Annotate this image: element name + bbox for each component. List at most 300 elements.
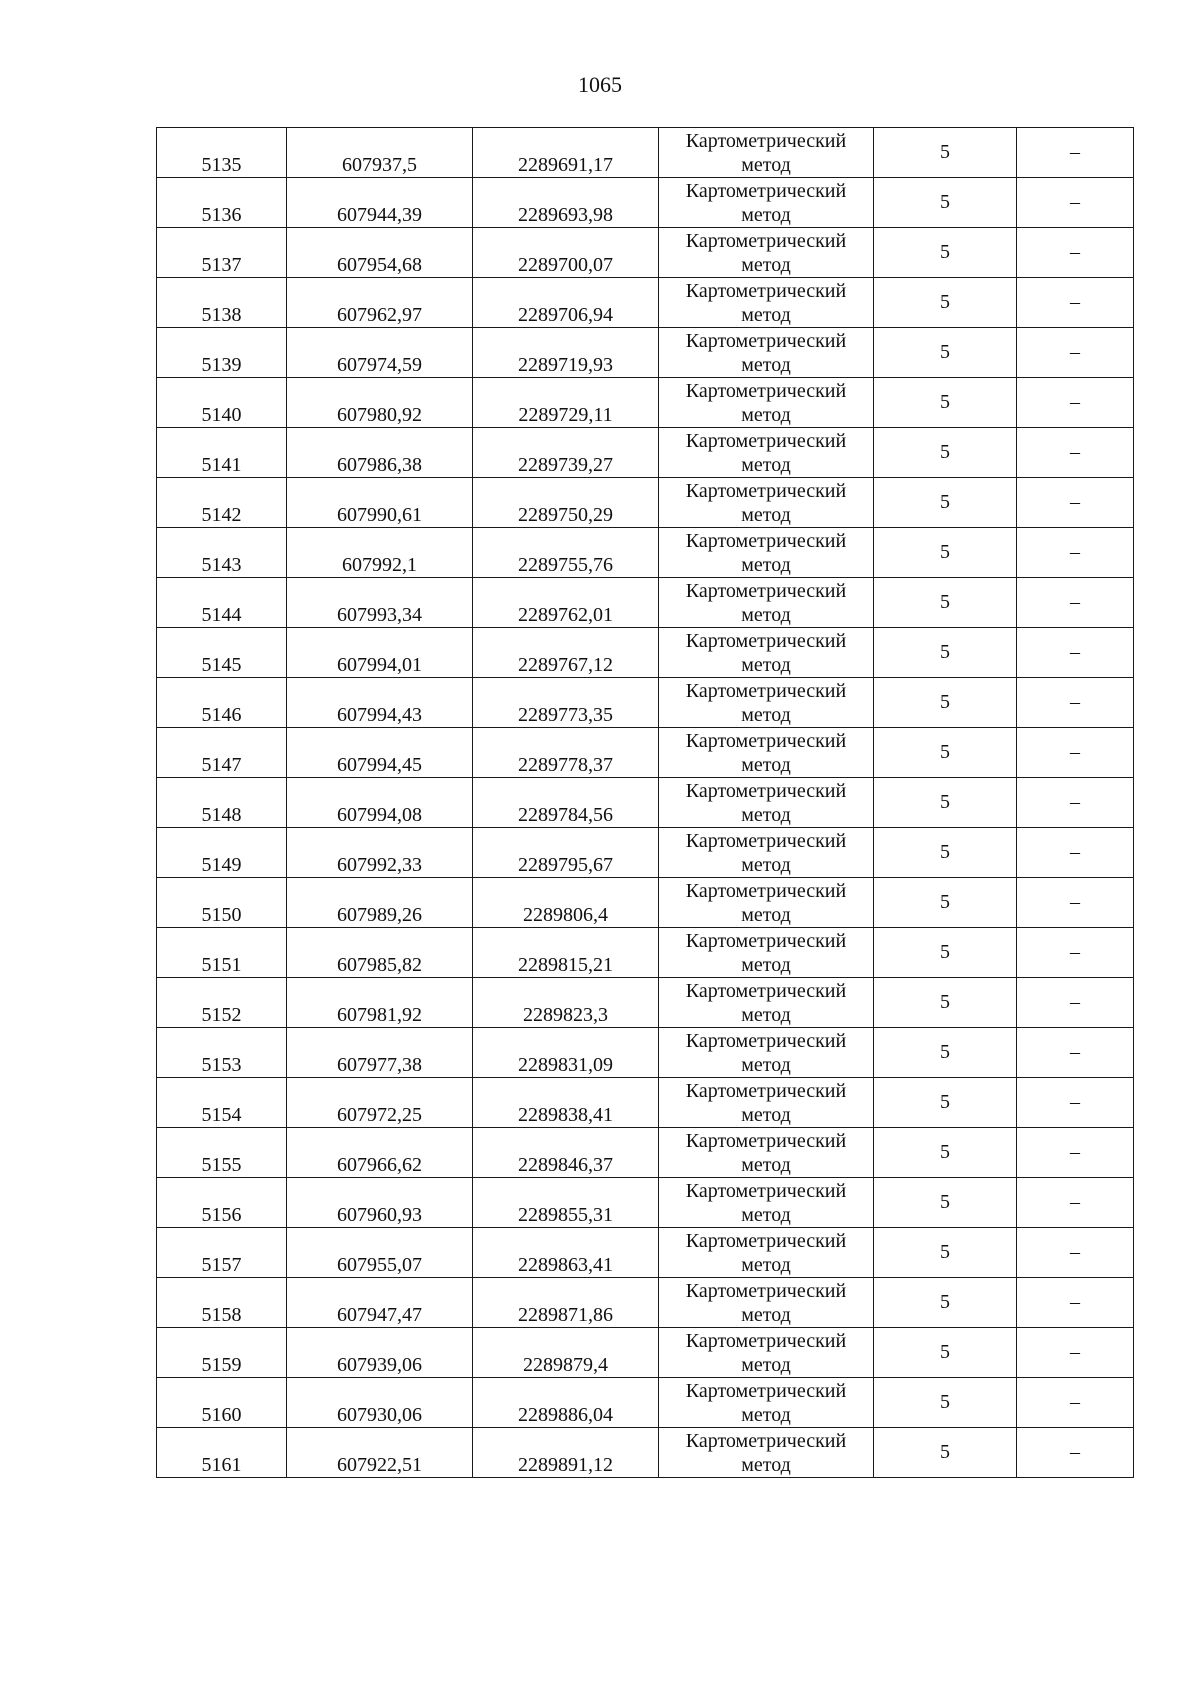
y-coordinate-cell xyxy=(473,878,659,928)
table-row xyxy=(157,1228,1134,1278)
accuracy-cell xyxy=(874,528,1017,578)
x-coordinate-text: 607954,68 xyxy=(337,254,422,276)
note-cell xyxy=(1017,1178,1134,1228)
point-number-text: 5147 xyxy=(201,754,242,776)
y-coordinate-text: 2289871,86 xyxy=(518,1304,613,1326)
method-text: Картометрический метод xyxy=(685,329,847,376)
table-row xyxy=(157,428,1134,478)
point-number-text: 5156 xyxy=(201,1204,242,1226)
method-text: Картометрический метод xyxy=(685,1079,847,1126)
point-number-cell xyxy=(157,728,287,778)
point-number-text: 5159 xyxy=(201,1354,242,1376)
x-coordinate-cell xyxy=(287,828,473,878)
point-number-cell xyxy=(157,1378,287,1428)
x-coordinate-text: 607986,38 xyxy=(337,454,422,476)
table-row xyxy=(157,1028,1134,1078)
accuracy-text: 5 xyxy=(940,591,950,613)
y-coordinate-text: 2289815,21 xyxy=(518,954,613,976)
table-row xyxy=(157,1328,1134,1378)
method-cell xyxy=(659,1278,874,1328)
note-cell xyxy=(1017,878,1134,928)
y-coordinate-cell xyxy=(473,478,659,528)
x-coordinate-cell xyxy=(287,278,473,328)
point-number-cell xyxy=(157,578,287,628)
method-text: Картометрический метод xyxy=(685,579,847,626)
y-coordinate-cell xyxy=(473,278,659,328)
note-cell xyxy=(1017,1128,1134,1178)
x-coordinate-text: 607980,92 xyxy=(337,404,422,426)
x-coordinate-text: 607922,51 xyxy=(337,1454,422,1476)
x-coordinate-cell xyxy=(287,928,473,978)
x-coordinate-cell xyxy=(287,378,473,428)
y-coordinate-text: 2289729,11 xyxy=(518,404,613,426)
accuracy-cell xyxy=(874,878,1017,928)
accuracy-text: 5 xyxy=(940,191,950,213)
y-coordinate-text: 2289891,12 xyxy=(518,1454,613,1476)
accuracy-text: 5 xyxy=(940,341,950,363)
x-coordinate-text: 607974,59 xyxy=(337,354,422,376)
method-cell xyxy=(659,1228,874,1278)
method-text: Картометрический метод xyxy=(685,1329,847,1376)
accuracy-cell xyxy=(874,578,1017,628)
x-coordinate-text: 607989,26 xyxy=(337,904,422,926)
table-row xyxy=(157,228,1134,278)
accuracy-text: 5 xyxy=(940,1241,950,1263)
accuracy-cell xyxy=(874,1428,1017,1478)
note-cell xyxy=(1017,1378,1134,1428)
y-coordinate-text: 2289784,56 xyxy=(518,804,613,826)
x-coordinate-cell xyxy=(287,1228,473,1278)
table-row xyxy=(157,1428,1134,1478)
accuracy-text: 5 xyxy=(940,641,950,663)
method-text: Картометрический метод xyxy=(685,1429,847,1476)
note-cell xyxy=(1017,1028,1134,1078)
accuracy-cell xyxy=(874,678,1017,728)
x-coordinate-cell xyxy=(287,1178,473,1228)
accuracy-text: 5 xyxy=(940,441,950,463)
accuracy-cell xyxy=(874,1228,1017,1278)
x-coordinate-text: 607981,92 xyxy=(337,1004,422,1026)
x-coordinate-text: 607955,07 xyxy=(337,1254,422,1276)
note-text: – xyxy=(1070,841,1080,863)
x-coordinate-text: 607977,38 xyxy=(337,1054,422,1076)
x-coordinate-text: 607990,61 xyxy=(337,504,422,526)
x-coordinate-text: 607994,45 xyxy=(337,754,422,776)
y-coordinate-cell xyxy=(473,778,659,828)
method-text: Картометрический метод xyxy=(685,979,847,1026)
note-cell xyxy=(1017,228,1134,278)
y-coordinate-cell xyxy=(473,378,659,428)
point-number-text: 5138 xyxy=(201,304,242,326)
method-cell xyxy=(659,728,874,778)
point-number-text: 5150 xyxy=(201,904,242,926)
accuracy-text: 5 xyxy=(940,991,950,1013)
x-coordinate-cell xyxy=(287,978,473,1028)
point-number-text: 5148 xyxy=(201,804,242,826)
method-cell xyxy=(659,478,874,528)
y-coordinate-text: 2289755,76 xyxy=(518,554,613,576)
method-text: Картометрический метод xyxy=(685,279,847,326)
note-text: – xyxy=(1070,991,1080,1013)
note-text: – xyxy=(1070,1141,1080,1163)
accuracy-cell xyxy=(874,128,1017,178)
x-coordinate-cell xyxy=(287,228,473,278)
accuracy-text: 5 xyxy=(940,941,950,963)
y-coordinate-text: 2289823,3 xyxy=(523,1004,608,1026)
point-number-cell xyxy=(157,678,287,728)
method-cell xyxy=(659,1178,874,1228)
method-cell xyxy=(659,928,874,978)
note-cell xyxy=(1017,978,1134,1028)
x-coordinate-text: 607960,93 xyxy=(337,1204,422,1226)
x-coordinate-text: 607937,5 xyxy=(342,154,417,176)
point-number-text: 5161 xyxy=(201,1454,242,1476)
note-text: – xyxy=(1070,791,1080,813)
point-number-text: 5136 xyxy=(201,204,242,226)
table-row xyxy=(157,378,1134,428)
point-number-cell xyxy=(157,1078,287,1128)
method-cell xyxy=(659,328,874,378)
y-coordinate-cell xyxy=(473,1278,659,1328)
table-row xyxy=(157,878,1134,928)
method-cell xyxy=(659,128,874,178)
accuracy-cell xyxy=(874,228,1017,278)
note-text: – xyxy=(1070,1391,1080,1413)
note-cell xyxy=(1017,478,1134,528)
note-cell xyxy=(1017,428,1134,478)
accuracy-text: 5 xyxy=(940,391,950,413)
accuracy-cell xyxy=(874,1078,1017,1128)
point-number-text: 5139 xyxy=(201,354,242,376)
point-number-cell xyxy=(157,428,287,478)
y-coordinate-cell xyxy=(473,1378,659,1428)
y-coordinate-text: 2289855,31 xyxy=(518,1204,613,1226)
y-coordinate-text: 2289838,41 xyxy=(518,1104,613,1126)
method-text: Картометрический метод xyxy=(685,229,847,276)
note-text: – xyxy=(1070,891,1080,913)
point-number-cell xyxy=(157,478,287,528)
point-number-cell xyxy=(157,328,287,378)
accuracy-cell xyxy=(874,428,1017,478)
note-text: – xyxy=(1070,541,1080,563)
accuracy-text: 5 xyxy=(940,1091,950,1113)
y-coordinate-cell xyxy=(473,528,659,578)
y-coordinate-text: 2289691,17 xyxy=(518,154,613,176)
point-number-text: 5149 xyxy=(201,854,242,876)
method-cell xyxy=(659,778,874,828)
method-text: Картометрический метод xyxy=(685,479,847,526)
accuracy-cell xyxy=(874,378,1017,428)
method-text: Картометрический метод xyxy=(685,1379,847,1426)
point-number-cell xyxy=(157,1328,287,1378)
y-coordinate-text: 2289700,07 xyxy=(518,254,613,276)
accuracy-text: 5 xyxy=(940,1291,950,1313)
point-number-cell xyxy=(157,528,287,578)
x-coordinate-cell xyxy=(287,1428,473,1478)
note-cell xyxy=(1017,728,1134,778)
point-number-cell xyxy=(157,378,287,428)
method-text: Картометрический метод xyxy=(685,179,847,226)
table-row xyxy=(157,728,1134,778)
accuracy-text: 5 xyxy=(940,241,950,263)
x-coordinate-text: 607972,25 xyxy=(337,1104,422,1126)
note-text: – xyxy=(1070,1241,1080,1263)
accuracy-cell xyxy=(874,978,1017,1028)
note-text: – xyxy=(1070,1341,1080,1363)
point-number-cell xyxy=(157,778,287,828)
method-cell xyxy=(659,1428,874,1478)
table-row xyxy=(157,1178,1134,1228)
method-cell xyxy=(659,878,874,928)
y-coordinate-cell xyxy=(473,928,659,978)
table-row xyxy=(157,528,1134,578)
y-coordinate-cell xyxy=(473,1078,659,1128)
note-text: – xyxy=(1070,141,1080,163)
y-coordinate-text: 2289795,67 xyxy=(518,854,613,876)
method-cell xyxy=(659,678,874,728)
note-text: – xyxy=(1070,691,1080,713)
note-cell xyxy=(1017,328,1134,378)
method-cell xyxy=(659,978,874,1028)
y-coordinate-text: 2289863,41 xyxy=(518,1254,613,1276)
accuracy-cell xyxy=(874,1178,1017,1228)
method-cell xyxy=(659,628,874,678)
table-row xyxy=(157,1378,1134,1428)
point-number-cell xyxy=(157,928,287,978)
point-number-text: 5145 xyxy=(201,654,242,676)
method-text: Картометрический метод xyxy=(685,1279,847,1326)
note-cell xyxy=(1017,828,1134,878)
point-number-cell xyxy=(157,1228,287,1278)
method-text: Картометрический метод xyxy=(685,829,847,876)
x-coordinate-text: 607994,43 xyxy=(337,704,422,726)
y-coordinate-text: 2289806,4 xyxy=(523,904,608,926)
note-text: – xyxy=(1070,391,1080,413)
method-cell xyxy=(659,378,874,428)
method-text: Картометрический метод xyxy=(685,1129,847,1176)
method-text: Картометрический метод xyxy=(685,629,847,676)
note-text: – xyxy=(1070,1191,1080,1213)
method-cell xyxy=(659,428,874,478)
accuracy-cell xyxy=(874,1378,1017,1428)
note-text: – xyxy=(1070,1041,1080,1063)
method-cell xyxy=(659,1078,874,1128)
point-number-cell xyxy=(157,1178,287,1228)
point-number-cell xyxy=(157,1278,287,1328)
method-text: Картометрический метод xyxy=(685,779,847,826)
accuracy-cell xyxy=(874,628,1017,678)
point-number-text: 5137 xyxy=(201,254,242,276)
accuracy-cell xyxy=(874,778,1017,828)
accuracy-text: 5 xyxy=(940,1041,950,1063)
note-text: – xyxy=(1070,641,1080,663)
x-coordinate-text: 607993,34 xyxy=(337,604,422,626)
note-text: – xyxy=(1070,491,1080,513)
accuracy-cell xyxy=(874,928,1017,978)
x-coordinate-cell xyxy=(287,128,473,178)
coordinates-table xyxy=(156,127,1134,1478)
point-number-cell xyxy=(157,878,287,928)
note-cell xyxy=(1017,178,1134,228)
point-number-cell xyxy=(157,828,287,878)
note-text: – xyxy=(1070,341,1080,363)
point-number-cell xyxy=(157,128,287,178)
y-coordinate-text: 2289879,4 xyxy=(523,1354,608,1376)
note-text: – xyxy=(1070,1441,1080,1463)
accuracy-text: 5 xyxy=(940,141,950,163)
note-cell xyxy=(1017,378,1134,428)
y-coordinate-cell xyxy=(473,1178,659,1228)
method-cell xyxy=(659,178,874,228)
x-coordinate-text: 607985,82 xyxy=(337,954,422,976)
accuracy-cell xyxy=(874,478,1017,528)
y-coordinate-text: 2289767,12 xyxy=(518,654,613,676)
x-coordinate-cell xyxy=(287,1028,473,1078)
method-cell xyxy=(659,278,874,328)
table-row xyxy=(157,128,1134,178)
method-text: Картометрический метод xyxy=(685,679,847,726)
note-text: – xyxy=(1070,241,1080,263)
note-cell xyxy=(1017,1278,1134,1328)
y-coordinate-cell xyxy=(473,178,659,228)
table-row xyxy=(157,578,1134,628)
point-number-text: 5154 xyxy=(201,1104,242,1126)
y-coordinate-text: 2289750,29 xyxy=(518,504,613,526)
accuracy-cell xyxy=(874,178,1017,228)
y-coordinate-text: 2289886,04 xyxy=(518,1404,613,1426)
point-number-text: 5141 xyxy=(201,454,242,476)
point-number-cell xyxy=(157,1428,287,1478)
method-cell xyxy=(659,1378,874,1428)
method-cell xyxy=(659,228,874,278)
note-text: – xyxy=(1070,291,1080,313)
table-row xyxy=(157,628,1134,678)
method-text: Картометрический метод xyxy=(685,429,847,476)
x-coordinate-text: 607994,01 xyxy=(337,654,422,676)
table-row xyxy=(157,678,1134,728)
accuracy-text: 5 xyxy=(940,691,950,713)
note-text: – xyxy=(1070,1291,1080,1313)
y-coordinate-text: 2289719,93 xyxy=(518,354,613,376)
table-row xyxy=(157,828,1134,878)
y-coordinate-text: 2289778,37 xyxy=(518,754,613,776)
note-cell xyxy=(1017,928,1134,978)
note-cell xyxy=(1017,128,1134,178)
note-cell xyxy=(1017,1328,1134,1378)
x-coordinate-text: 607962,97 xyxy=(337,304,422,326)
y-coordinate-cell xyxy=(473,728,659,778)
table-body xyxy=(157,128,1134,1478)
y-coordinate-text: 2289831,09 xyxy=(518,1054,613,1076)
table-row xyxy=(157,278,1134,328)
x-coordinate-cell xyxy=(287,578,473,628)
x-coordinate-cell xyxy=(287,1328,473,1378)
y-coordinate-text: 2289762,01 xyxy=(518,604,613,626)
x-coordinate-cell xyxy=(287,1278,473,1328)
x-coordinate-cell xyxy=(287,628,473,678)
accuracy-text: 5 xyxy=(940,1141,950,1163)
method-text: Картометрический метод xyxy=(685,729,847,776)
method-cell xyxy=(659,528,874,578)
note-cell xyxy=(1017,1428,1134,1478)
y-coordinate-cell xyxy=(473,428,659,478)
accuracy-cell xyxy=(874,1328,1017,1378)
accuracy-cell xyxy=(874,1128,1017,1178)
y-coordinate-cell xyxy=(473,1228,659,1278)
x-coordinate-cell xyxy=(287,778,473,828)
x-coordinate-text: 607994,08 xyxy=(337,804,422,826)
x-coordinate-cell xyxy=(287,428,473,478)
point-number-cell xyxy=(157,1128,287,1178)
method-text: Картометрический метод xyxy=(685,529,847,576)
method-text: Картометрический метод xyxy=(685,379,847,426)
accuracy-cell xyxy=(874,278,1017,328)
accuracy-text: 5 xyxy=(940,1441,950,1463)
method-text: Картометрический метод xyxy=(685,929,847,976)
accuracy-cell xyxy=(874,728,1017,778)
y-coordinate-cell xyxy=(473,678,659,728)
accuracy-text: 5 xyxy=(940,1191,950,1213)
note-text: – xyxy=(1070,591,1080,613)
point-number-cell xyxy=(157,1028,287,1078)
note-cell xyxy=(1017,528,1134,578)
method-cell xyxy=(659,1328,874,1378)
x-coordinate-cell xyxy=(287,1078,473,1128)
note-cell xyxy=(1017,778,1134,828)
accuracy-cell xyxy=(874,828,1017,878)
method-cell xyxy=(659,1128,874,1178)
table-row xyxy=(157,1078,1134,1128)
x-coordinate-text: 607947,47 xyxy=(337,1304,422,1326)
x-coordinate-cell xyxy=(287,178,473,228)
accuracy-text: 5 xyxy=(940,891,950,913)
y-coordinate-text: 2289739,27 xyxy=(518,454,613,476)
method-text: Картометрический метод xyxy=(685,879,847,926)
note-cell xyxy=(1017,678,1134,728)
point-number-text: 5157 xyxy=(201,1254,242,1276)
note-text: – xyxy=(1070,741,1080,763)
point-number-text: 5144 xyxy=(201,604,242,626)
table-row xyxy=(157,978,1134,1028)
y-coordinate-text: 2289773,35 xyxy=(518,704,613,726)
method-cell xyxy=(659,578,874,628)
accuracy-text: 5 xyxy=(940,741,950,763)
accuracy-cell xyxy=(874,1278,1017,1328)
x-coordinate-cell xyxy=(287,678,473,728)
method-text: Картометрический метод xyxy=(685,129,847,176)
point-number-cell xyxy=(157,228,287,278)
method-cell xyxy=(659,1028,874,1078)
note-text: – xyxy=(1070,941,1080,963)
point-number-text: 5160 xyxy=(201,1404,242,1426)
table-row xyxy=(157,1128,1134,1178)
note-cell xyxy=(1017,1078,1134,1128)
note-cell xyxy=(1017,1228,1134,1278)
x-coordinate-text: 607939,06 xyxy=(337,1354,422,1376)
note-cell xyxy=(1017,278,1134,328)
x-coordinate-text: 607992,33 xyxy=(337,854,422,876)
point-number-text: 5143 xyxy=(201,554,242,576)
note-text: – xyxy=(1070,191,1080,213)
note-cell xyxy=(1017,628,1134,678)
method-text: Картометрический метод xyxy=(685,1179,847,1226)
note-text: – xyxy=(1070,1091,1080,1113)
x-coordinate-cell xyxy=(287,1378,473,1428)
page-number: 1065 xyxy=(578,72,622,97)
x-coordinate-cell xyxy=(287,728,473,778)
accuracy-cell xyxy=(874,1028,1017,1078)
accuracy-text: 5 xyxy=(940,1341,950,1363)
